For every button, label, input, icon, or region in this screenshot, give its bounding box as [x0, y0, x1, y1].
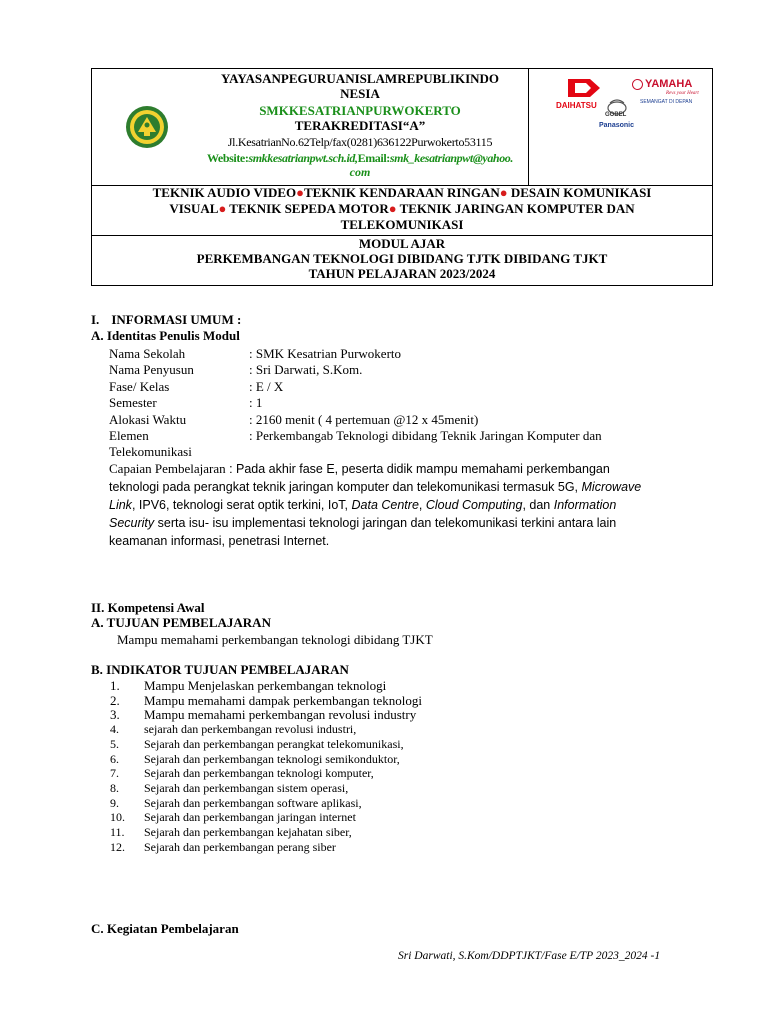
email-label: Email: [357, 151, 390, 165]
bullet-icon: ● [499, 185, 508, 200]
bullet-icon: ● [218, 201, 227, 216]
identity-label: Semester [109, 395, 157, 411]
identity-label: Nama Sekolah [109, 346, 186, 361]
list-item: Sejarah dan perkembangan perang siber [144, 839, 336, 854]
list-item-number: 10. [110, 810, 125, 825]
page-footer: Sri Darwati, S.Kom/DDPTJKT/Fase E/TP 2023_2024 -1 [398, 950, 661, 962]
identity-value: : E / X [249, 378, 284, 394]
school-contact [192, 151, 528, 165]
list-item-number: 12. [110, 839, 125, 854]
section-2b-heading: B. INDIKATOR TUJUAN PEMBELAJARAN [91, 662, 349, 677]
learning-outcome: Capaian Pembelajaran : Pada akhir fase E, peserta didik mampu memahami perkembangan teknologi pada perangkat teknik jaringan komputer dan telekomunikasi termasuk 5G, Microwave Link, IPV6, teknologi serat optik terkini, IoT, Data Centre, Cloud Computing, dan Information Security serta isu- isu implementasi teknologi jaringan dan telekomunikasi terkini antara lain keamanan informasi, penetrasi Internet. [109, 461, 642, 548]
foundation-name: YAYASANPEGURUANISLAMREPUBLIKINDO [220, 71, 500, 86]
section-2a-heading: A. TUJUAN PEMBELAJARAN [91, 615, 271, 630]
daihatsu-text: DAIHATSU [556, 101, 597, 110]
list-item-number: 1. [110, 678, 120, 693]
identity-label: Elemen [109, 428, 149, 443]
list-item: Sejarah dan perkembangan teknologi semikonduktor, [144, 751, 400, 766]
list-item: Mampu Menjelaskan perkembangan teknologi [144, 678, 387, 693]
study-programs: TEKNIK AUDIO VIDEO●TEKNIK KENDARAAN RINGAN● DESAIN KOMUNIKASI VISUAL● TEKNIK SEPEDA MOTOR● TEKNIK JARINGAN KOMPUTER DAN TELEKOMUNIKASI [152, 185, 652, 232]
school-name: SMKKESATRIANPURWOKERTO [259, 103, 461, 118]
identity-label: Fase/ Kelas [109, 378, 170, 394]
section-1a-heading: A. Identitas Penulis Modul [91, 328, 240, 343]
section-2c-heading: C. Kegiatan Pembelajaran [91, 921, 239, 936]
section-2-heading: II. Kompetensi Awal [91, 600, 205, 615]
letterhead [91, 68, 713, 286]
email-link-cont[interactable]: com [349, 165, 371, 179]
identity-value: : Sri Darwati, S.Kom. [249, 362, 363, 378]
list-item-number: 9. [110, 795, 119, 810]
list-item: Mampu memahami dampak perkembangan teknologi [144, 692, 422, 708]
elemen-continued: Telekomunikasi [109, 444, 192, 459]
list-item: Sejarah dan perkembangan perangkat telekomunikasi, [144, 736, 404, 751]
identity-label: Alokasi Waktu [109, 411, 187, 427]
website-link[interactable]: smkkesatrianpwt.sch.id, [248, 151, 358, 165]
section-1-heading: I. INFORMASI UMUM : [91, 312, 242, 327]
school-logo [124, 105, 170, 149]
bullet-icon: ● [388, 201, 397, 216]
list-item: Mampu memahami perkembangan revolusi industry [144, 707, 417, 723]
list-item: Sejarah dan perkembangan sistem operasi, [144, 780, 349, 795]
module-label: MODUL AJAR [358, 236, 446, 251]
gobel-text: GOBEL [605, 112, 627, 118]
list-item: Sejarah dan perkembangan kejahatan siber, [144, 825, 352, 839]
panasonic-logo: Panasonic [599, 122, 635, 129]
identity-value: : 2160 menit ( 4 pertemuan @12 x 45menit) [249, 411, 479, 427]
list-item: Sejarah dan perkembangan jaringan internet [144, 810, 356, 825]
school-address: Jl.KesatrianNo.62Telp/fax(0281)636122Purwokerto53115 [227, 135, 493, 149]
list-item-number: 8. [110, 780, 119, 795]
accreditation: TERAKREDITASI“A” [294, 118, 426, 133]
bullet-icon: ● [296, 185, 304, 200]
identity-value: : Perkembangab Teknologi dibidang Teknik Jaringan Komputer dan [249, 428, 602, 443]
email-link[interactable]: smk_kesatrianpwt@yahoo. [389, 151, 514, 165]
module-subject: PERKEMBANGAN TEKNOLOGI DIBIDANG TJTK DIBIDANG TJKT [196, 251, 608, 266]
list-item: sejarah dan perkembangan revolusi industri, [144, 722, 357, 737]
list-item: Sejarah dan perkembangan teknologi komputer, [144, 766, 374, 781]
yamaha-tagline: Revs your Heart [666, 91, 699, 96]
cp-label: Capaian Pembelajaran [109, 461, 226, 476]
module-title [92, 236, 712, 281]
academic-year: TAHUN PELAJARAN 2023/2024 [308, 266, 496, 281]
gobel-tagline: SEMANGAT DI DEPAN [640, 99, 693, 105]
foundation-name-cont: NESIA [340, 86, 380, 101]
list-item-number: 3. [110, 707, 120, 723]
yamaha-logo [632, 77, 710, 101]
yamaha-emblem-icon [632, 79, 643, 90]
identity-value: : 1 [249, 395, 263, 411]
website-label: Website: [206, 151, 249, 165]
identity-label: Nama Penyusun [109, 362, 194, 378]
learning-objective: Mampu memahami perkembangan teknologi dibidang TJKT [117, 632, 433, 647]
list-item-number: 4. [110, 722, 119, 737]
list-item-number: 6. [110, 751, 119, 766]
list-item-number: 5. [110, 736, 119, 751]
list-item-number: 11. [110, 825, 125, 839]
yamaha-text: YAMAHA [645, 78, 693, 90]
identity-value: : SMK Kesatrian Purwokerto [249, 346, 402, 361]
list-item-number: 2. [110, 692, 120, 708]
list-item-number: 7. [110, 766, 119, 781]
list-item: Sejarah dan perkembangan software aplikasi, [144, 795, 362, 810]
